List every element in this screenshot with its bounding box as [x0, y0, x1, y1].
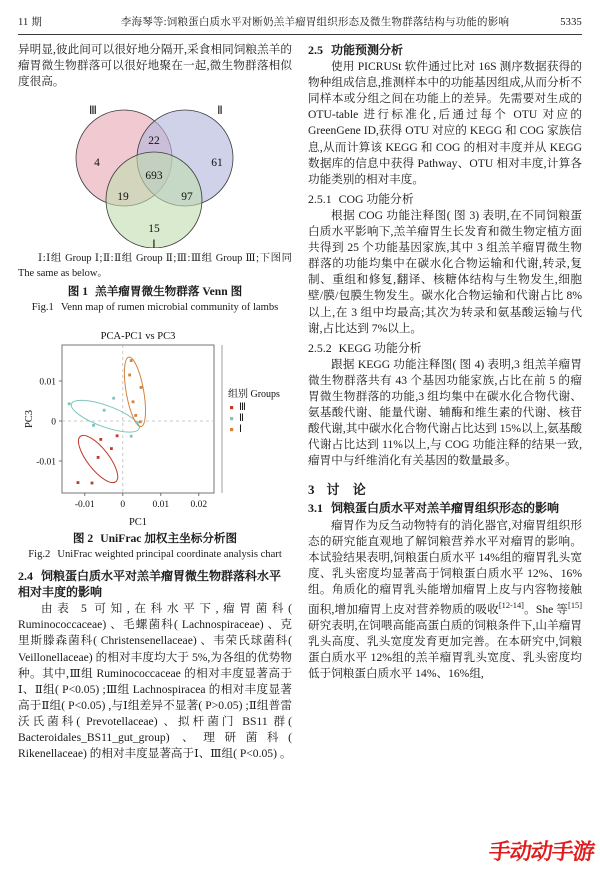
figure-2-caption-zh: [18, 531, 292, 546]
figure-2-caption-en: [18, 547, 292, 562]
pca-points: [68, 359, 143, 484]
section-3-1-paragraph: [308, 518, 582, 683]
section-heading-2-5-1: [308, 191, 582, 207]
venn-value-all-three: 693: [145, 170, 163, 183]
svg-text:0.01: 0.01: [152, 500, 170, 511]
section-title-3: 讨 论: [326, 482, 371, 498]
venn-label-I: Ⅰ: [152, 239, 156, 249]
venn-svg: [27, 96, 283, 248]
svg-text:0.01: 0.01: [39, 377, 56, 388]
venn-value-only-III: 4: [94, 157, 100, 170]
section-heading-3: [308, 481, 582, 498]
figure-2-label-en: Fig.2: [28, 549, 51, 561]
section-number-2-5-2: 2.5.2: [308, 340, 332, 355]
figure-1-title-zh: 羔羊瘤胃微生物群落 Venn 图: [95, 285, 243, 299]
section-number-3-1: 3.1: [308, 501, 323, 516]
venn-value-only-I: 15: [148, 223, 160, 236]
section-heading-3-1: [308, 500, 582, 516]
figure-1-note: Ⅰ:Ⅰ组 Group Ⅰ;Ⅱ:Ⅱ组 Group Ⅱ;Ⅲ:Ⅲ组 Group Ⅲ;下图同 The same as below。: [18, 253, 292, 279]
section-number-2-5: 2.5: [308, 43, 323, 57]
svg-text:-0.01: -0.01: [74, 500, 95, 511]
figure-1-caption-en: [18, 300, 292, 315]
figure-2-title-zh: UniFrac 加权主坐标分析图: [100, 532, 238, 546]
section-2-5-2-paragraph: 跟据 KEGG 功能注释图( 图 4) 表明,3 组羔羊瘤胃微生物群落共有 43 个基因功能家族,占比在前 5 的瘤胃微生物群落的功能,3 组均集中在碳水化合物代谢、氨基酸代谢、能量代谢、辅酶和维生素的代谢、核苷酸代谢,其中碳水化合物代谢占比达到 15%以上,氨基酸代谢占比达到 11%以上,与 COG 功能注释的结果一致,瘤胃中与纤维消化有关基因的数量最多。: [308, 357, 582, 468]
running-head: [18, 14, 582, 34]
left-column: [18, 42, 292, 870]
venn-value-II-and-I: 97: [181, 191, 193, 204]
pca-legend: [230, 402, 246, 435]
section-2-4-paragraph: 由表 5 可知,在科水平下,瘤胃菌科( Ruminococcaceae) 、毛螺菌科( Lachnospiraceae) 、克里斯滕森菌科( Christensenellaceae) 、韦荣氏球菌科( Veillonellaceae) 的相对丰度均大于 5%,为各组的优势物种。其中,Ⅲ组 Ruminococcaceae 的相对丰度显著高于Ⅰ、Ⅱ组( P<0.05) ;Ⅲ组 Lachnospiracea 的相对丰度显著高于Ⅱ组( P<0.05) ,与Ⅰ组差异不显著( P>0.05) ;Ⅱ组普雷沃氏菌科( Prevotellaceae) 、拟杆菌门 BS11 群( Bacteroidales_BS11_gut_group) 、理研菌科( Rikenellaceae) 的相对丰度显著高于Ⅰ、Ⅲ组( P<0.05) 。: [18, 602, 292, 761]
figure-2-title-en: UniFrac weighted principal coordinate analysis chart: [57, 549, 282, 561]
section-title-3-1: 饲粮蛋白质水平对羔羊瘤胃组织形态的影响: [331, 501, 560, 516]
section-3-1-text-b: 。She 等: [523, 602, 569, 616]
figure-1-caption-zh: [18, 284, 292, 299]
running-head-issue: 11 期: [18, 17, 43, 28]
figure-1-label-zh: 图 1: [67, 285, 89, 299]
section-heading-2-4: [18, 568, 292, 600]
figure-1-label-en: Fig.1: [31, 302, 54, 314]
venn-label-III: Ⅲ: [89, 105, 97, 118]
pca-chart: [18, 325, 292, 531]
pca-svg: [18, 325, 292, 531]
two-column-body: [18, 42, 582, 870]
section-title-2-5-1: COG 功能分析: [338, 191, 414, 206]
venn-value-only-II: 61: [211, 157, 223, 170]
page-number: 5335: [560, 17, 582, 28]
figure-1-caption: [18, 284, 292, 315]
svg-text:Ⅲ: Ⅲ: [239, 402, 246, 414]
venn-value-III-and-II: 22: [148, 135, 160, 148]
section-3-1-text-a: 瘤胃作为反刍动物特有的消化器官,对瘤胃组织形态的研究能直观地了解饲粮营养水平对瘤胃的影响。本试验结果表明,饲粮蛋白质水平 14%组的瘤胃乳头宽度、乳头密度均显著高于饲粮蛋白质水平 12%、16%组。角质化的瘤胃乳头能增加瘤胃上皮与内容物接触面积,增加瘤胃上皮对营养物质的吸收: [308, 518, 582, 616]
header-divider: [18, 34, 582, 35]
pca-y-axis-label: PC3: [24, 410, 35, 429]
section-heading-2-5-2: [308, 340, 582, 356]
pca-legend-title: 组别 Groups: [228, 389, 280, 401]
svg-text:Ⅱ: Ⅱ: [239, 413, 244, 425]
section-2-5-paragraph: 使用 PICRUSt 软件通过比对 16S 测序数据获得的物种组成信息,推测样本中的功能基因组成,从而分析不同样本或分组之间在功能上的差异。先需要对生成的 OTU-table 进行标准化,后通过每个 OTU 对应的 GreenGene ID,获得 OTU 对应的 KEGG 和 COG 家族信息,从而计算该 KEGG 和 COG 的相对丰度并从 KEGG 数据库的信息中获得 Pathway、OTU 相对丰度,计算各功能类别的相对丰度。: [308, 60, 582, 186]
section-title-2-4: 饲粮蛋白质水平对羔羊瘤胃微生物群落科水平相对丰度的影响: [18, 569, 282, 600]
svg-text:0: 0: [51, 417, 56, 428]
section-number-3: 3: [308, 482, 315, 498]
running-head-title: 李海琴等:饲粮蛋白质水平对断奶羔羊瘤胃组织形态及微生物群落结构与功能的影响: [120, 17, 510, 28]
section-3-1-text-c: 研究表明,在饲喂高能高蛋白质的饲粮条件下,山羊瘤胃乳头高度、乳头宽度发育更加完善。在本研究中,饲粮蛋白质水平 12%组的羔羊瘤胃乳头宽度、乳头密度均低于饲粮蛋白质水平 14%、16%组,: [308, 618, 582, 681]
svg-text:0: 0: [120, 500, 126, 511]
pca-x-axis-label: PC1: [128, 517, 148, 529]
watermark: 手动动手游: [487, 840, 596, 865]
intro-paragraph: 异明显,彼此间可以很好地分隔开,采食相同饲粮羔羊的瘤胃微生物群落可以很好地聚在一起,微生物群落相似度很高。: [18, 43, 292, 89]
section-2-5-1-paragraph: 根据 COG 功能注释图( 图 3) 表明,在不同饲粮蛋白质水平影响下,羔羊瘤胃生长发育和微生物定植方面共得到 25 个功能基因家族,其中 3 组羔羊瘤胃微生物群落的功能均集中在碳水化合物运输和代谢,转录,复制、重组和修复,翻译、核糖体结构与生物发生,细胞壁/膜/包膜生物发生。碳水化合物运输和代谢占比 8% 以上,在 3 组中均最高;其次为转录和氨基酸运输与代谢,占比达到 7%以上。: [308, 208, 582, 335]
right-column: [308, 42, 582, 870]
figure-1: [18, 96, 292, 315]
citation-ref-15: [15]: [568, 601, 582, 610]
figure-1-title-en: Venn map of rumen microbial community of lambs: [60, 302, 279, 314]
section-heading-2-5: [308, 42, 582, 58]
section-number-2-5-1: 2.5.1: [308, 191, 332, 206]
section-title-2-5-2: KEGG 功能分析: [338, 340, 422, 355]
citation-ref-12-14: [12-14]: [498, 601, 524, 610]
svg-text:0.02: 0.02: [190, 500, 208, 511]
svg-text:Ⅰ: Ⅰ: [239, 424, 242, 436]
section-title-2-5: 功能预测分析: [331, 43, 404, 57]
venn-label-II: Ⅱ: [217, 105, 223, 118]
venn-diagram: [18, 96, 292, 248]
pca-y-axis-ticks: [36, 377, 62, 467]
section-number-2-4: 2.4: [18, 569, 33, 584]
venn-value-III-and-I: 19: [117, 191, 129, 204]
pca-x-axis-ticks: [75, 493, 207, 510]
pca-title: PCA-PC1 vs PC3: [100, 331, 176, 343]
figure-2-caption: [18, 531, 292, 562]
svg-text:-0.01: -0.01: [36, 457, 56, 468]
figure-2-label-zh: 图 2: [72, 532, 94, 546]
figure-2: [18, 325, 292, 562]
